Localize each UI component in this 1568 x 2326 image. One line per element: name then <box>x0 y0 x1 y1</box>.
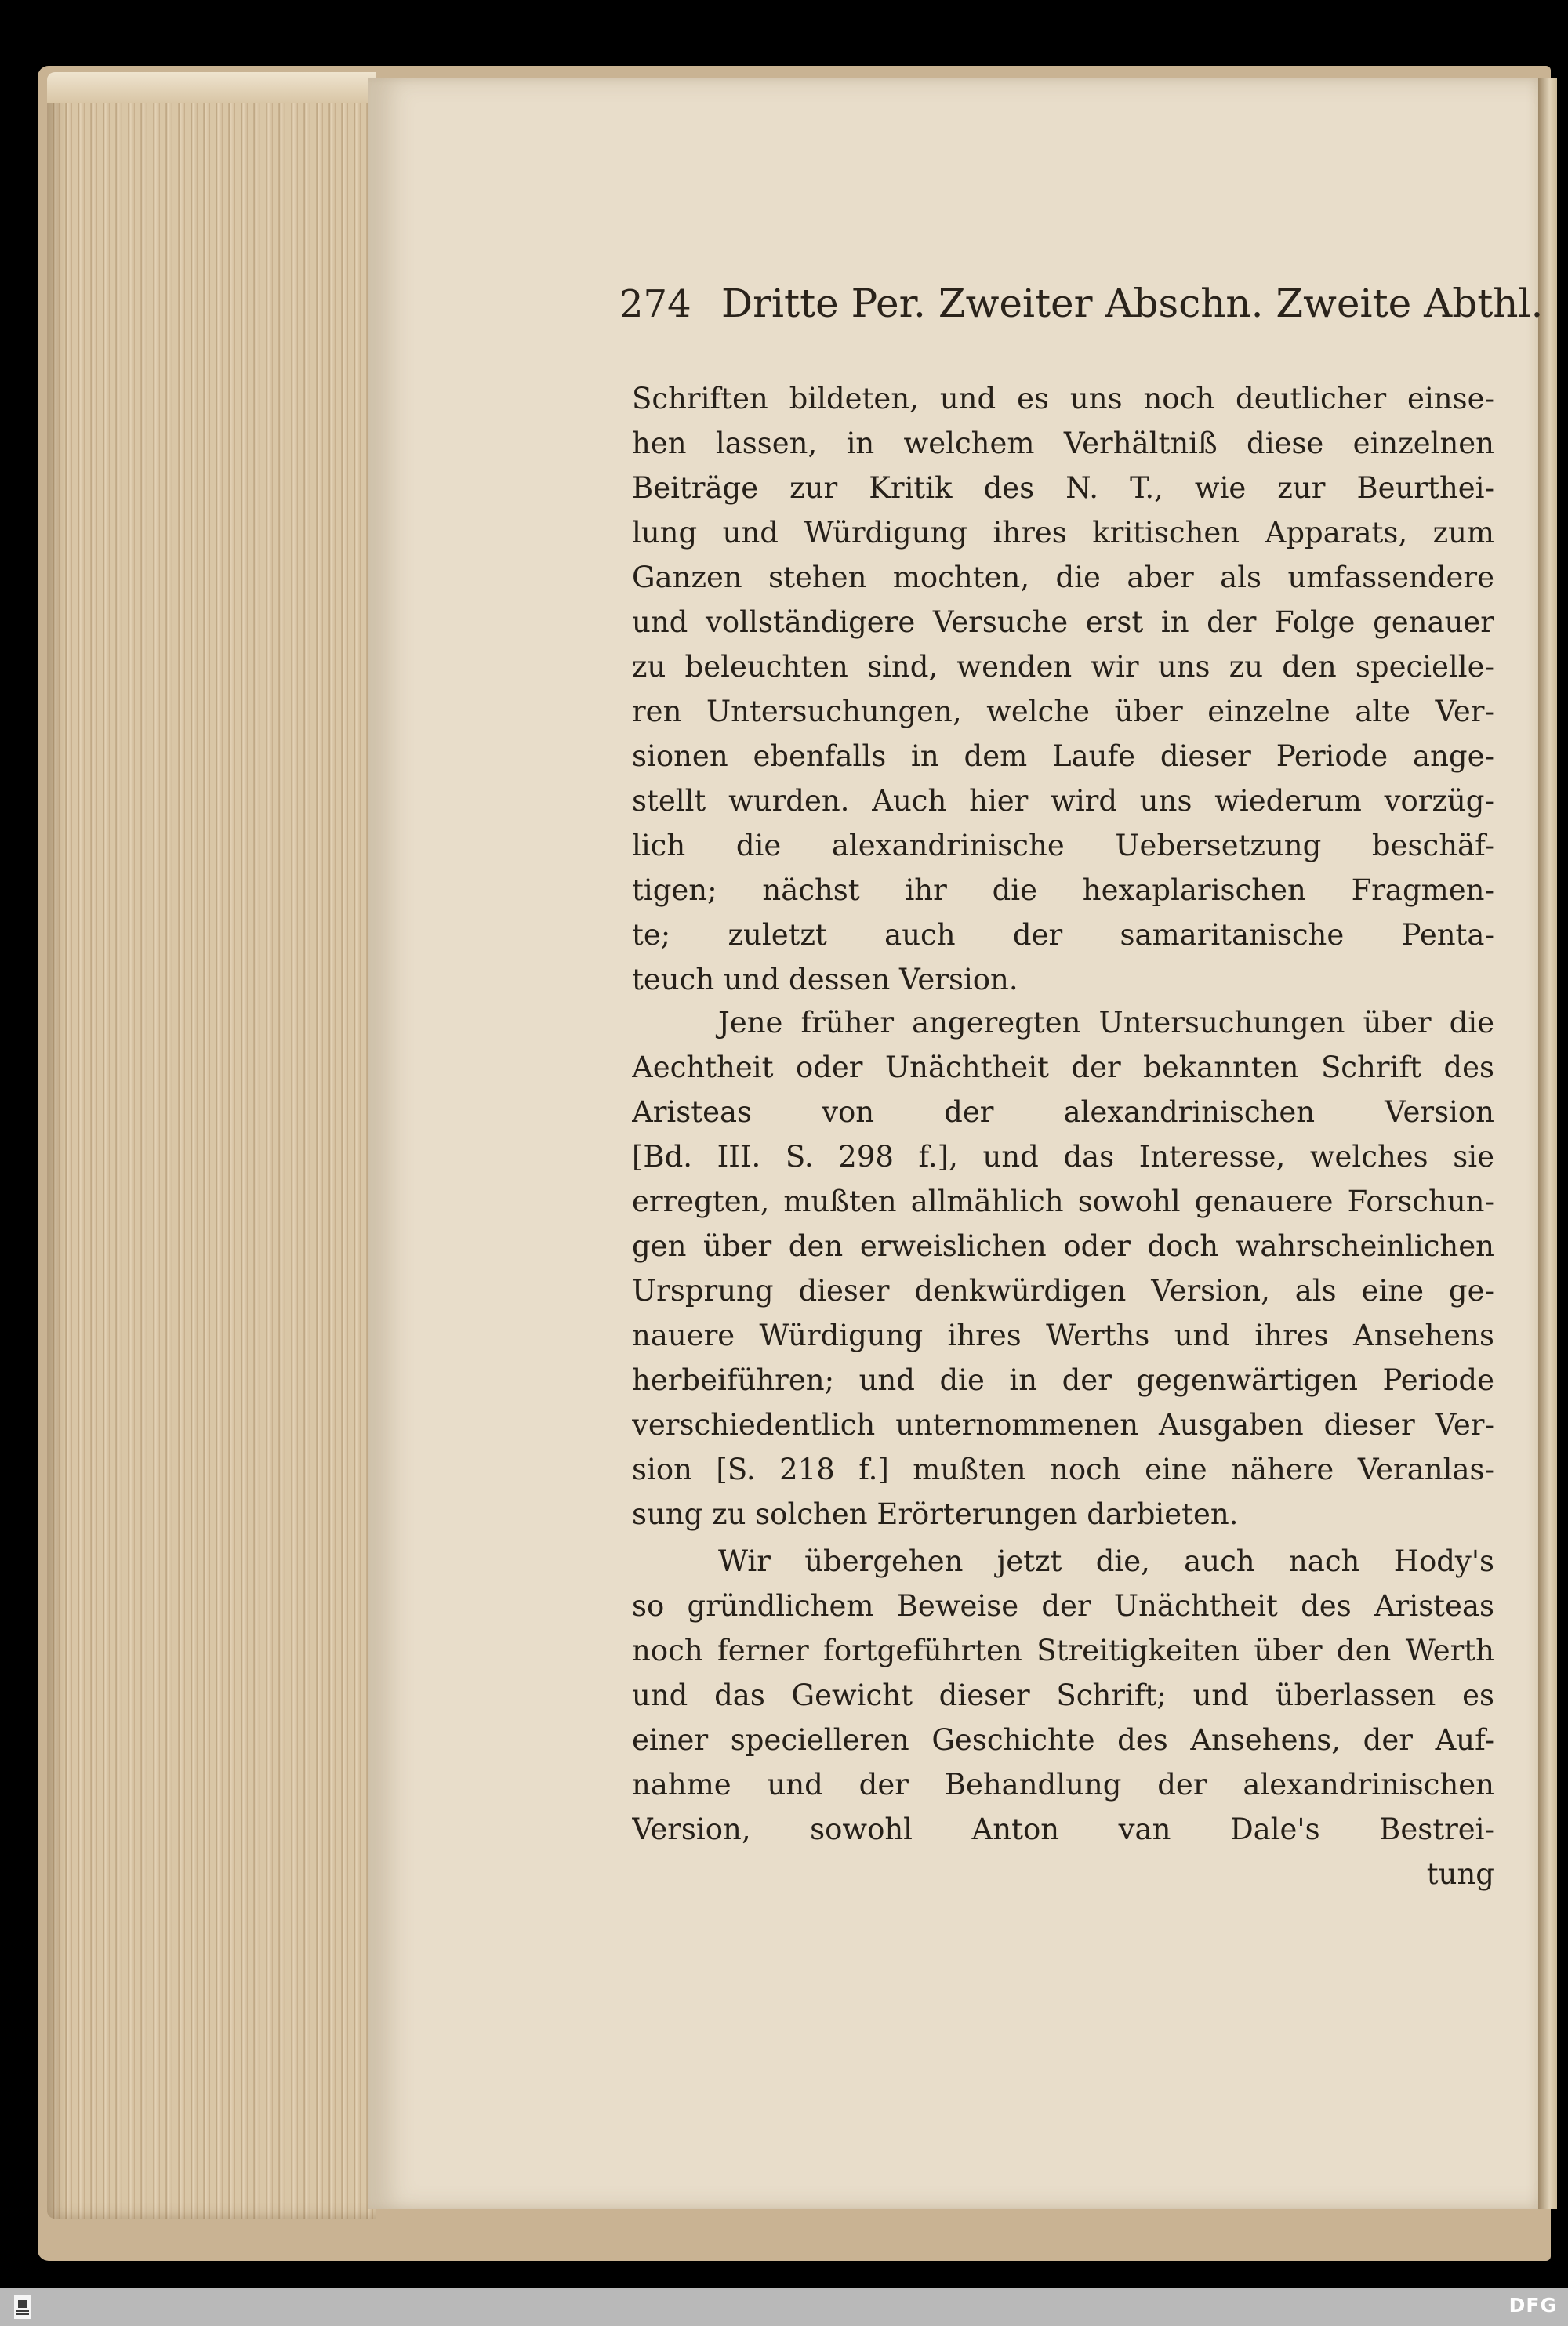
text-line: [Bd. III. S. 298 f.], und das Interesse, welches sie <box>632 1140 1494 1174</box>
text-line: Jene früher angeregten Untersuchungen über die <box>718 1006 1494 1040</box>
text-line: nauere Würdigung ihres Werths und ihres Ansehens <box>632 1319 1494 1352</box>
text-line: und das Gewicht dieser Schrift; und überlassen es <box>632 1678 1494 1712</box>
dfg-logo: DFG <box>1508 2294 1557 2317</box>
viewer-footer-bar <box>0 2288 1568 2326</box>
text-line: teuch und dessen Version. <box>632 963 1018 996</box>
page-number: 274 <box>619 282 691 326</box>
text-line: Beiträge zur Kritik des N. T., wie zur Beurthei- <box>632 471 1494 505</box>
text-line: Schriften bildeten, und es uns noch deutlicher einse- <box>632 382 1494 415</box>
text-line: herbeiführen; und die in der gegenwärtigen Periode <box>632 1363 1494 1397</box>
text-line: verschiedentlich unternommenen Ausgaben dieser Ver- <box>632 1408 1494 1442</box>
text-line: hen lassen, in welchem Verhältniß diese einzelnen <box>632 426 1494 460</box>
text-line: te; zuletzt auch der samaritanische Penta- <box>632 918 1494 952</box>
page-header <box>619 281 1544 336</box>
text-line: Aechtheit oder Unächtheit der bekannten Schrift des <box>632 1051 1494 1084</box>
catchword: tung <box>1426 1857 1494 1891</box>
paragraph-2 <box>632 1000 1494 1537</box>
text-line: Aristeas von der alexandrinischen Version <box>632 1095 1494 1129</box>
text-line: sion [S. 218 f.] mußten noch eine nähere Veranlas- <box>632 1453 1494 1486</box>
running-title: Dritte Per. Zweiter Abschn. Zweite Abthl. <box>721 281 1544 326</box>
text-line: einer specielleren Geschichte des Ansehens, der Auf- <box>632 1723 1494 1757</box>
text-line: Version, sowohl Anton van Dale's Bestrei- <box>632 1813 1494 1846</box>
text-line: lung und Würdigung ihres kritischen Apparats, zum <box>632 516 1494 550</box>
text-line: zu beleuchten sind, wenden wir uns zu den specielle- <box>632 650 1494 684</box>
text-line: Wir übergehen jetzt die, auch nach Hody's <box>718 1544 1494 1578</box>
paragraph-3 <box>632 1539 1494 1896</box>
library-seal-icon <box>11 2294 34 2321</box>
text-line: und vollständigere Versuche erst in der Folge genauer <box>632 605 1494 639</box>
text-line: so gründlichem Beweise der Unächtheit des Aristeas <box>632 1589 1494 1623</box>
text-line: tigen; nächst ihr die hexaplarischen Fragmen- <box>632 873 1494 907</box>
text-line: erregten, mußten allmählich sowohl genauere Forschun- <box>632 1185 1494 1218</box>
text-line: noch ferner fortgeführten Streitigkeiten über den Werth <box>632 1634 1494 1667</box>
book-gutter <box>1538 78 1557 2209</box>
text-line: lich die alexandrinische Uebersetzung beschäf- <box>632 829 1494 862</box>
text-line: Ganzen stehen mochten, die aber als umfassendere <box>632 561 1494 594</box>
text-line: ren Untersuchungen, welche über einzelne alte Ver- <box>632 695 1494 728</box>
book-top-edge <box>47 72 376 103</box>
paragraph-1 <box>632 376 1494 1002</box>
text-line: Ursprung dieser denkwürdigen Version, als eine ge- <box>632 1274 1494 1308</box>
text-line: sionen ebenfalls in dem Laufe dieser Periode ange- <box>632 739 1494 773</box>
text-line: stellt wurden. Auch hier wird uns wiederum vorzüg- <box>632 784 1494 818</box>
text-line: nahme und der Behandlung der alexandrinischen <box>632 1768 1494 1802</box>
book-fore-edge <box>47 78 376 2219</box>
text-line: gen über den erweislichen oder doch wahrscheinlichen <box>632 1229 1494 1263</box>
text-line: sung zu solchen Erörterungen darbieten. <box>632 1497 1239 1531</box>
